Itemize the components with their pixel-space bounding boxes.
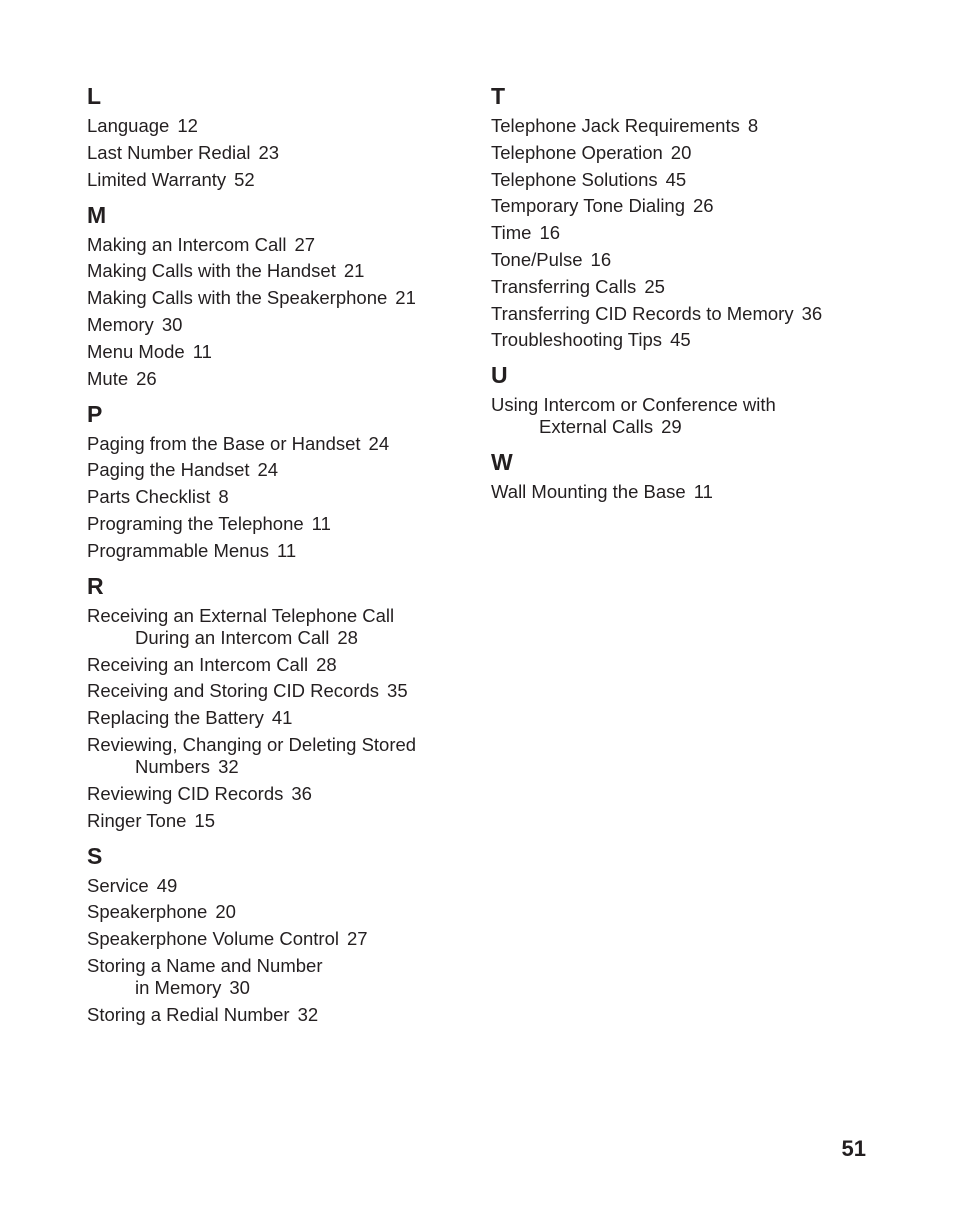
index-term: Programmable Menus bbox=[87, 539, 269, 561]
index-entry-transferring-calls bbox=[491, 276, 891, 298]
index-entry-speakerphone bbox=[87, 901, 477, 923]
index-term-continuation bbox=[491, 416, 891, 438]
continuation-text: in Memory bbox=[135, 976, 222, 998]
index-entry-paging-the-handset bbox=[87, 459, 477, 481]
index-page-ref: 11 bbox=[311, 512, 331, 534]
index-term-continuation bbox=[87, 756, 477, 778]
index-entry-service bbox=[87, 875, 477, 897]
index-page-ref: 32 bbox=[218, 755, 239, 777]
index-term: Speakerphone bbox=[87, 901, 208, 923]
page-number: 51 bbox=[841, 1136, 866, 1161]
section-letter: S bbox=[87, 842, 103, 869]
index-entry-telephone-solutions bbox=[491, 169, 891, 191]
index-page-ref: 49 bbox=[156, 874, 178, 896]
index-section-u bbox=[491, 359, 891, 438]
index-page-ref: 11 bbox=[192, 340, 212, 362]
index-page-ref: 24 bbox=[257, 459, 279, 481]
continuation-text: External Calls bbox=[539, 416, 654, 438]
index-section-m bbox=[87, 199, 477, 390]
index-page-ref: 26 bbox=[136, 367, 157, 389]
index-entry-telephone-jack-requirements bbox=[491, 115, 891, 137]
index-entry-reviewing-cid-records bbox=[87, 783, 477, 805]
index-term: Tone/Pulse bbox=[491, 248, 583, 270]
index-term: Language bbox=[87, 115, 170, 136]
index-term: Last Number Redial bbox=[87, 141, 251, 163]
index-term: Limited Warranty bbox=[87, 168, 227, 190]
index-entry-mute bbox=[87, 368, 477, 390]
index-section-t bbox=[491, 80, 891, 351]
index-entry-tone-pulse bbox=[491, 249, 891, 271]
index-entry-storing-a-name-and-number bbox=[87, 955, 477, 999]
index-page-ref: 32 bbox=[297, 1003, 319, 1025]
index-page-ref: 12 bbox=[177, 115, 198, 136]
index-page-ref: 45 bbox=[665, 168, 687, 190]
section-letter: W bbox=[491, 449, 513, 476]
index-page-ref: 8 bbox=[218, 486, 229, 508]
index-term: Menu Mode bbox=[87, 340, 185, 362]
index-term: Mute bbox=[87, 367, 129, 389]
index-column-left bbox=[87, 80, 477, 1031]
index-term: Wall Mounting the Base bbox=[491, 481, 686, 503]
index-entry-programmable-menus bbox=[87, 540, 477, 562]
index-column-right bbox=[491, 80, 891, 508]
index-entry-making-calls-with-the-speakerphone bbox=[87, 287, 477, 309]
index-page-ref: 29 bbox=[661, 416, 682, 438]
index-term: Receiving an Intercom Call bbox=[87, 653, 309, 675]
index-page-ref: 16 bbox=[590, 248, 612, 270]
index-page-ref: 28 bbox=[337, 626, 358, 648]
index-term: Making Calls with the Handset bbox=[87, 260, 336, 282]
index-entry-replacing-the-battery bbox=[87, 707, 477, 729]
index-term: Troubleshooting Tips bbox=[491, 329, 663, 351]
section-letter: R bbox=[87, 572, 104, 599]
index-page-ref: 35 bbox=[387, 680, 408, 702]
index-entry-programing-the-telephone bbox=[87, 513, 477, 535]
index-section-p bbox=[87, 398, 477, 562]
index-entry-receiving-an-intercom-call bbox=[87, 654, 477, 676]
index-page-ref: 27 bbox=[346, 928, 368, 950]
index-term: Parts Checklist bbox=[87, 486, 211, 508]
index-entry-paging-from-the-base-or-handset bbox=[87, 433, 477, 455]
index-page-ref: 16 bbox=[539, 222, 561, 244]
index-page-ref: 41 bbox=[271, 707, 293, 729]
index-entry-telephone-operation bbox=[491, 142, 891, 164]
index-page-ref: 15 bbox=[194, 809, 215, 831]
index-term-continuation bbox=[87, 977, 477, 999]
index-page-ref: 52 bbox=[234, 168, 255, 190]
section-letter: P bbox=[87, 400, 103, 427]
index-entry-using-intercom-or-conference-with bbox=[491, 394, 891, 438]
index-page-ref: 20 bbox=[670, 141, 692, 163]
index-entry-list bbox=[87, 234, 477, 390]
index-section-w bbox=[491, 446, 891, 503]
index-section-s bbox=[87, 840, 477, 1026]
index-page-ref: 30 bbox=[161, 313, 183, 335]
index-entry-list bbox=[491, 394, 891, 438]
section-letter: L bbox=[87, 83, 102, 109]
index-term: Receiving an External Telephone Call bbox=[87, 604, 395, 626]
index-entry-storing-a-redial-number bbox=[87, 1004, 477, 1026]
index-entry-list bbox=[491, 115, 891, 351]
index-entry-language bbox=[87, 115, 477, 137]
index-entry-receiving-an-external-telephone-call bbox=[87, 605, 477, 649]
index-page-ref: 36 bbox=[291, 782, 312, 804]
index-page-ref: 21 bbox=[395, 287, 416, 309]
index-term: Using Intercom or Conference with bbox=[491, 394, 776, 416]
index-page-ref: 8 bbox=[747, 115, 759, 136]
index-term: Transferring CID Records to Memory bbox=[491, 302, 794, 324]
index-term: Ringer Tone bbox=[87, 809, 187, 831]
index-term: Receiving and Storing CID Records bbox=[87, 680, 380, 702]
index-term: Replacing the Battery bbox=[87, 707, 264, 729]
index-term: Time bbox=[491, 222, 532, 244]
index-term: Making an Intercom Call bbox=[87, 233, 287, 255]
index-section-r bbox=[87, 570, 477, 832]
section-letter: M bbox=[87, 201, 107, 228]
index-page-ref: 23 bbox=[258, 141, 280, 163]
index-entry-temporary-tone-dialing bbox=[491, 195, 891, 217]
index-term: Telephone Jack Requirements bbox=[491, 115, 740, 136]
index-term: Storing a Name and Number bbox=[87, 954, 323, 976]
index-term: Programing the Telephone bbox=[87, 512, 304, 534]
index-entry-menu-mode bbox=[87, 341, 477, 363]
section-letter: T bbox=[491, 83, 506, 109]
index-term: Making Calls with the Speakerphone bbox=[87, 287, 388, 309]
index-entry-ringer-tone bbox=[87, 810, 477, 832]
index-term: Reviewing CID Records bbox=[87, 782, 284, 804]
index-entry-speakerphone-volume-control bbox=[87, 928, 477, 950]
index-entry-list bbox=[491, 481, 891, 503]
index-entry-troubleshooting-tips bbox=[491, 329, 891, 351]
index-page-ref: 25 bbox=[644, 275, 665, 297]
index-entry-making-calls-with-the-handset bbox=[87, 260, 477, 282]
continuation-text: Numbers bbox=[135, 755, 211, 777]
index-page-ref: 45 bbox=[670, 329, 691, 351]
index-entry-transferring-cid-records-to-memory bbox=[491, 303, 891, 325]
index-page-ref: 20 bbox=[215, 901, 236, 923]
index-entry-memory bbox=[87, 314, 477, 336]
index-term: Telephone Solutions bbox=[491, 168, 658, 190]
index-term: Transferring Calls bbox=[491, 275, 637, 297]
index-entry-list bbox=[87, 875, 477, 1026]
index-term: Memory bbox=[87, 313, 154, 335]
index-page-ref: 24 bbox=[368, 432, 390, 454]
index-page-ref: 28 bbox=[316, 653, 337, 675]
index-term: Service bbox=[87, 874, 149, 896]
index-entry-wall-mounting-the-base bbox=[491, 481, 891, 503]
index-page-ref: 11 bbox=[693, 481, 713, 503]
index-term: Storing a Redial Number bbox=[87, 1003, 290, 1025]
index-page-ref: 11 bbox=[277, 539, 297, 561]
index-entry-limited-warranty bbox=[87, 169, 477, 191]
index-page-ref: 27 bbox=[294, 233, 316, 255]
continuation-text: During an Intercom Call bbox=[135, 626, 330, 648]
index-entry-time bbox=[491, 222, 891, 244]
index-page-ref: 26 bbox=[693, 195, 714, 217]
index-term: Speakerphone Volume Control bbox=[87, 928, 339, 950]
index-entry-parts-checklist bbox=[87, 486, 477, 508]
index-page-ref: 21 bbox=[343, 260, 365, 282]
index-entry-list bbox=[87, 115, 477, 191]
index-term: Paging from the Base or Handset bbox=[87, 432, 361, 454]
index-page-ref: 36 bbox=[801, 302, 823, 324]
index-entry-list bbox=[87, 605, 477, 832]
index-entry-list bbox=[87, 433, 477, 562]
index-term: Temporary Tone Dialing bbox=[491, 195, 686, 217]
section-letter: U bbox=[491, 362, 508, 389]
index-page-ref: 30 bbox=[229, 976, 250, 998]
index-entry-receiving-and-storing-cid-records bbox=[87, 680, 477, 702]
index-term: Paging the Handset bbox=[87, 459, 250, 481]
index-term-continuation bbox=[87, 627, 477, 649]
index-entry-reviewing-changing-or-deleting-stored bbox=[87, 734, 477, 778]
index-entry-making-an-intercom-call bbox=[87, 234, 477, 256]
index-term: Reviewing, Changing or Deleting Stored bbox=[87, 733, 417, 755]
index-term: Telephone Operation bbox=[491, 141, 663, 163]
index-entry-last-number-redial bbox=[87, 142, 477, 164]
index-section-l bbox=[87, 80, 477, 191]
